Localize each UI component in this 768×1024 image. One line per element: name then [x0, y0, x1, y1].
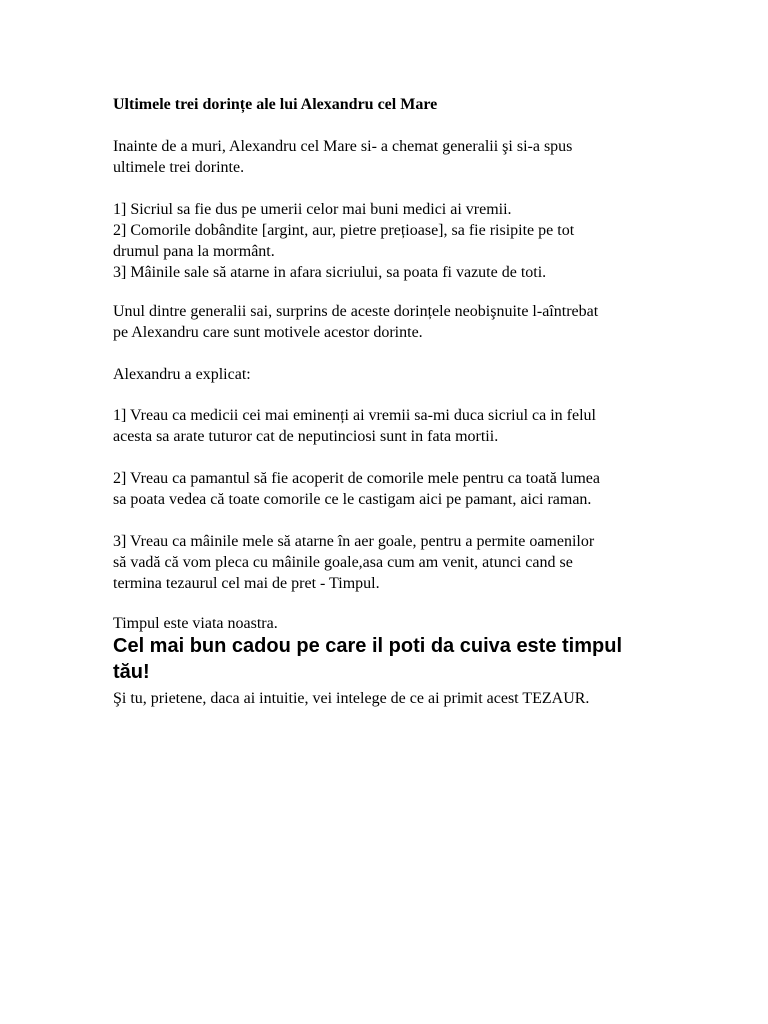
explanation-1-line-1: 1] Vreau ca medicii cei mai eminenți ai vremii sa-mi duca sicriul ca in felul	[113, 407, 596, 424]
question-line-1: Unul dintre generalii sai, surprins de aceste dorințele neobişnuite l-aîntrebat	[113, 303, 599, 320]
explanation-3-line-1: 3] Vreau ca mâinile mele să atarne în aer goale, pentru a permite oamenilor	[113, 533, 595, 550]
time-line: Timpul este viata noastra.	[113, 615, 278, 632]
wish-3: 3] Mâinile sale să atarne in afara sicriului, sa poata fi vazute de toti.	[113, 264, 547, 281]
explanation-3-line-3: termina tezaurul cel mai de pret - Timpul.	[113, 575, 380, 592]
explanation-2-line-2: sa poata vedea că toate comorile ce le castigam aici pe pamant, aici raman.	[113, 491, 592, 508]
document-title: Ultimele trei dorințe ale lui Alexandru cel Mare	[113, 96, 438, 113]
intro-line-1: Inainte de a muri, Alexandru cel Mare si- a chemat generalii şi si-a spus	[113, 138, 573, 155]
intro-line-2: ultimele trei dorinte.	[113, 159, 245, 176]
gift-line-1: Cel mai bun cadou pe care il poti da cuiva este timpul	[113, 635, 623, 657]
explanation-3-line-2: să vadă că vom pleca cu mâinile goale,asa cum am venit, atunci cand se	[113, 554, 573, 571]
wish-2-line-1: 2] Comorile dobândite [argint, aur, pietre prețioase], sa fie risipite pe tot	[113, 222, 575, 239]
wish-1: 1] Sicriul sa fie dus pe umerii celor mai buni medici ai vremii.	[113, 201, 512, 218]
gift-line-2: tău!	[113, 661, 150, 683]
explanation-1-line-2: acesta sa arate tuturor cat de neputinciosi sunt in fata mortii.	[113, 428, 499, 445]
explained-line: Alexandru a explicat:	[113, 366, 251, 383]
closing-line: Şi tu, prietene, daca ai intuitie, vei intelege de ce ai primit acest TEZAUR.	[113, 690, 590, 707]
wish-2-line-2: drumul pana la mormânt.	[113, 243, 275, 260]
question-line-2: pe Alexandru care sunt motivele acestor dorinte.	[113, 324, 423, 341]
explanation-2-line-1: 2] Vreau ca pamantul să fie acoperit de comorile mele pentru ca toată lumea	[113, 470, 600, 487]
